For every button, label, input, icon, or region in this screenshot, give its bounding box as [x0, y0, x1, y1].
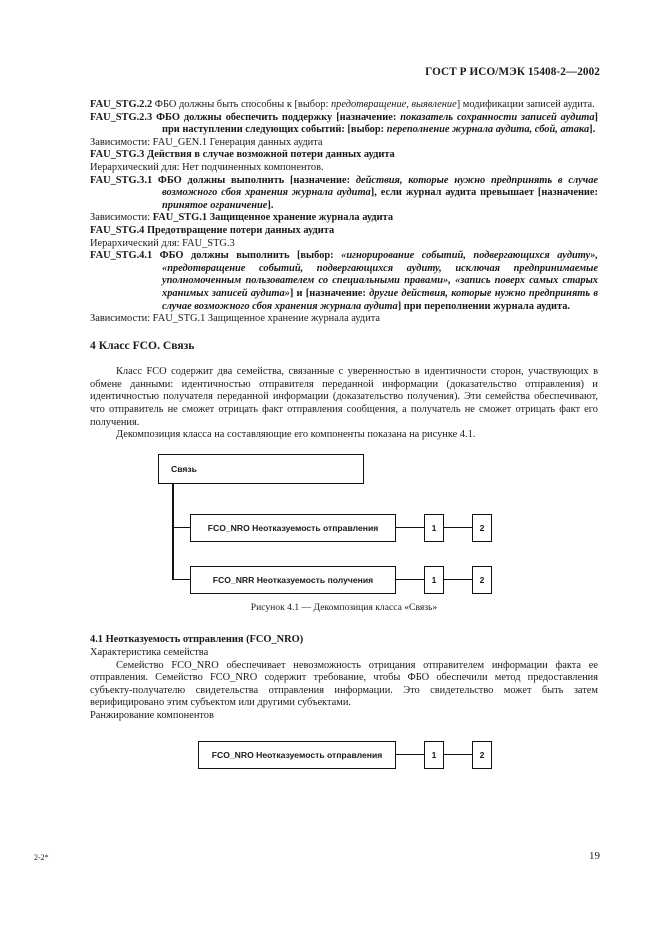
class-box-svyaz: Связь: [158, 454, 364, 484]
requirement-fau-stg-3-1: FAU_STG.3.1 ФБО должны выполнить [назначение: действия, которые нужно предпринять в случае возможного сбоя хранения журнала аудита], если журнал аудита превышает [назначение: принятое ограничение].: [90, 174, 598, 211]
subsection-title: 4.1 Неотказуемость отправления (FCO_NRO): [90, 634, 304, 646]
hierarchical-1: Иерархический для: Нет подчиненных компонентов.: [90, 161, 324, 173]
fco-nro-ranking-diagram: [90, 729, 598, 773]
family-description-paragraph: Семейство FCO_NRO обеспечивает невозможность отрицания отправителем информации факта ее отправления. Семейство FCO_NRO содержит требование, чтобы ФБО обеспечили метод предоставления субъекту-получателю свидетельства отправления информации. Это свидетельство может быть затем верифицировано этим субъектом или другими субъектами.: [90, 659, 598, 709]
class-description-paragraph: Класс FCO содержит два семейства, связанные с уверенностью в идентичности сторон, участвующих в обмене данными: идентичностью отправителя переданной информации (доказательство отправления) и идентичностью получателя переданной информации (доказательство получения). Эти семейства обеспечивают, что отправитель не сможет отрицать факт отправления сообщения, а получатель не сможет отрицать факт его получения.: [90, 366, 598, 428]
dependencies-1: Зависимости: FAU_GEN.1 Генерация данных аудита: [90, 136, 323, 148]
ranking-component-box-2: 2: [472, 741, 492, 769]
component-box-nrr-2: 2: [472, 566, 492, 594]
family-box-fco-nro: FCO_NRO Неотказуемость отправления: [190, 514, 396, 542]
ranking-connector-a: [396, 754, 424, 756]
family-box-fco-nro-ranking: FCO_NRO Неотказуемость отправления: [198, 741, 396, 769]
requirement-fau-stg-2-3: FAU_STG.2.3 ФБО должны обеспечить поддержку [назначение: показатель сохранности записей аудита] при наступлении следующих событий: [выбор: переполнение журнала аудита, сбой, атака].: [90, 111, 598, 136]
document-header: ГОСТ Р ИСО/МЭК 15408-2—2002: [425, 66, 600, 78]
page-content: [90, 99, 598, 773]
dependencies-3: Зависимости: FAU_STG.1 Защищенное хранение журнала аудита: [90, 313, 381, 325]
page-number: 19: [589, 850, 600, 862]
component-fau-stg-4-title: FAU_STG.4 Предотвращение потери данных аудита: [90, 224, 335, 236]
connector-line-1b: [444, 527, 472, 529]
connector-line-1a: [396, 527, 424, 529]
requirement-fau-stg-4-1: FAU_STG.4.1 ФБО должны выполнить [выбор: «игнорирование событий, подвергающихся аудиту», «предотвращение событий, подвергающихся аудиту, исключая предпринимаемые уполномоченным пользователем со специальными правами», «запись поверх самых старых хранимых записей аудита»] и [назначение: другие действия, которые нужно предпринять в случае возможного сбоя хранения журнала аудита] при переполнении журнала аудита.: [90, 250, 599, 312]
figure-4-1-diagram: [90, 448, 598, 588]
figure-caption: Рисунок 4.1 — Декомпозиция класса «Связь»: [250, 601, 438, 613]
requirement-fau-stg-2-2: FAU_STG.2.2 ФБО должны быть способны к [выбор: предотвращение, выявление] модификации записей аудита.: [90, 99, 595, 110]
component-box-nro-2: 2: [472, 514, 492, 542]
section-title: 4 Класс FCO. Связь: [90, 338, 195, 352]
tree-trunk-line: [172, 484, 174, 580]
ranking-connector-b: [444, 754, 472, 756]
footer-sheet-mark: 2-2*: [34, 853, 49, 862]
component-box-nrr-1: 1: [424, 566, 444, 594]
component-ranking-label: Ранжирование компонентов: [90, 710, 214, 721]
ranking-component-box-1: 1: [424, 741, 444, 769]
branch-line-1: [172, 527, 190, 529]
component-box-nro-1: 1: [424, 514, 444, 542]
branch-line-2: [172, 579, 190, 581]
family-box-fco-nrr: FCO_NRR Неотказуемость получения: [190, 566, 396, 594]
connector-line-2a: [396, 579, 424, 581]
connector-line-2b: [444, 579, 472, 581]
decomposition-intro-paragraph: Декомпозиция класса на составляющие его компоненты показана на рисунке 4.1.: [116, 429, 476, 441]
hierarchical-2: Иерархический для: FAU_STG.3: [90, 237, 235, 249]
dependencies-2: Зависимости: FAU_STG.1 Защищенное хранение журнала аудита: [90, 212, 394, 224]
component-fau-stg-3-title: FAU_STG.3 Действия в случае возможной потери данных аудита: [90, 149, 395, 161]
family-characteristics-label: Характеристика семейства: [90, 647, 209, 659]
